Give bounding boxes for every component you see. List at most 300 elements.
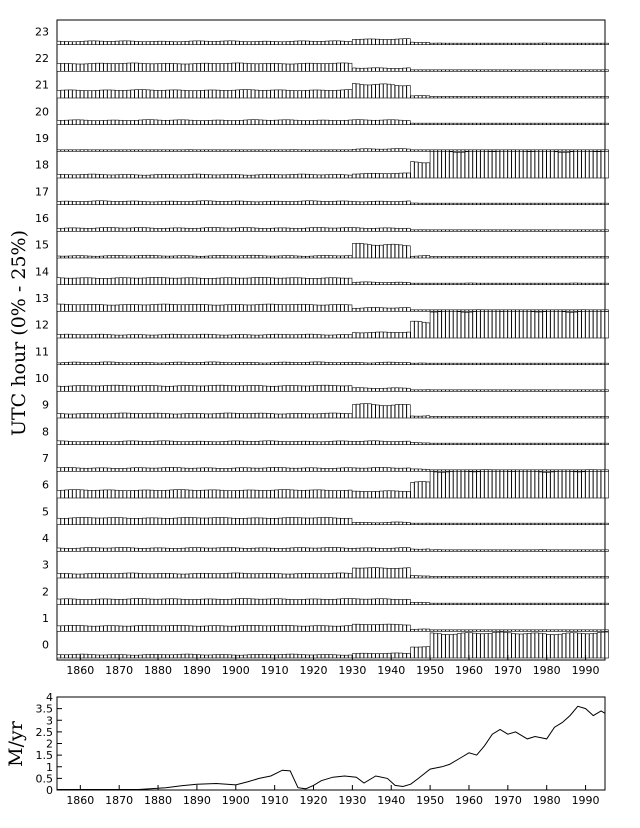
- bar-hour-14-1956: [453, 283, 456, 285]
- bar-hour-3-1895: [216, 574, 219, 578]
- bar-hour-21-1865: [100, 90, 103, 98]
- bar-hour-22-1950: [430, 70, 433, 72]
- bar-hour-22-1961: [473, 70, 476, 72]
- bar-hour-8-1925: [333, 441, 336, 445]
- bar-hour-14-1859: [76, 278, 79, 285]
- bar-hour-5-1946: [415, 523, 418, 525]
- bar-hour-18-1973: [520, 151, 523, 178]
- bar-hour-5-1878: [150, 518, 153, 525]
- bar-hour-17-1973: [520, 203, 523, 205]
- bar-hour-16-1951: [434, 230, 437, 232]
- bar-hour-20-1874: [135, 120, 138, 124]
- bar-hour-1-1967: [496, 630, 499, 632]
- bar-hour-1-1970: [508, 630, 511, 632]
- bar-hour-0-1889: [193, 654, 196, 658]
- bar-hour-4-1951: [434, 550, 437, 552]
- bar-hour-1-1878: [150, 625, 153, 631]
- bar-hour-4-1870: [119, 548, 122, 552]
- bar-hour-15-1885: [177, 256, 180, 258]
- bar-hour-21-1961: [473, 97, 476, 99]
- bar-hour-6-1928: [345, 490, 348, 498]
- bar-hour-22-1980: [547, 70, 550, 72]
- bar-hour-2-1884: [174, 599, 177, 605]
- bar-hour-1-1911: [279, 625, 282, 631]
- bar-hour-5-1971: [512, 523, 515, 525]
- bar-hour-10-1964: [485, 390, 488, 392]
- bar-hour-10-1966: [492, 390, 495, 392]
- bar-hour-2-1990: [586, 603, 589, 605]
- bar-hour-9-1857: [69, 414, 72, 418]
- bar-hour-3-1945: [411, 576, 414, 578]
- bar-hour-23-1965: [488, 43, 491, 45]
- bar-hour-13-1897: [224, 305, 227, 312]
- bar-hour-17-1913: [286, 202, 289, 205]
- bar-hour-11-1904: [251, 362, 254, 364]
- bar-hour-19-1960: [469, 150, 472, 152]
- bar-hour-0-1902: [244, 655, 247, 658]
- bar-hour-0-1973: [520, 634, 523, 658]
- bar-hour-8-1971: [512, 443, 515, 445]
- bar-hour-4-1900: [236, 548, 239, 551]
- bar-hour-21-1863: [92, 91, 95, 98]
- bar-hour-2-1979: [543, 603, 546, 605]
- bar-hour-11-1976: [531, 363, 534, 365]
- rate-y-tick-label: 4: [46, 691, 53, 704]
- bar-hour-22-1870: [119, 64, 122, 72]
- bar-hour-1-1955: [450, 630, 453, 632]
- bar-hour-14-1901: [240, 278, 243, 285]
- bar-hour-21-1959: [465, 97, 468, 99]
- bar-hour-20-1926: [337, 121, 340, 125]
- bar-hour-5-1994: [601, 523, 604, 525]
- bar-hour-8-1960: [469, 443, 472, 445]
- bar-hour-8-1921: [317, 442, 320, 445]
- bar-hour-8-1875: [139, 441, 142, 444]
- bar-hour-3-1864: [96, 573, 99, 578]
- bar-hour-20-1992: [593, 123, 596, 125]
- bar-hour-17-1961: [473, 203, 476, 205]
- bar-hour-0-1892: [205, 655, 208, 658]
- bar-hour-14-1924: [329, 278, 332, 285]
- bar-hour-23-1939: [387, 40, 390, 45]
- bar-hour-6-1886: [181, 490, 184, 498]
- bar-hour-3-1970: [508, 577, 511, 579]
- bar-hour-12-1860: [80, 335, 83, 338]
- bar-hour-11-1910: [275, 362, 278, 364]
- bar-hour-14-1897: [224, 278, 227, 285]
- bar-hour-12-1855: [61, 334, 64, 338]
- bar-hour-18-1952: [438, 151, 441, 178]
- bar-hour-3-1913: [286, 574, 289, 578]
- bar-hour-21-1972: [516, 97, 519, 99]
- bar-hour-8-1894: [212, 442, 215, 445]
- bar-hour-4-1892: [205, 548, 208, 551]
- bar-hour-1-1920: [314, 626, 317, 632]
- bar-hour-10-1955: [450, 390, 453, 392]
- bar-hour-14-1971: [512, 283, 515, 285]
- bar-hour-2-1871: [123, 599, 126, 604]
- bar-hour-23-1977: [535, 43, 538, 45]
- bar-hour-4-1901: [240, 548, 243, 551]
- bar-hour-7-1920: [314, 468, 317, 471]
- bar-hour-8-1922: [321, 442, 324, 445]
- bar-hour-3-1896: [220, 574, 223, 578]
- bar-hour-6-1948: [422, 482, 425, 498]
- bar-hour-10-1906: [259, 386, 262, 392]
- bar-hour-22-1903: [247, 64, 250, 72]
- bar-hour-2-1992: [593, 603, 596, 605]
- bar-hour-11-1869: [115, 362, 118, 364]
- bar-hour-3-1888: [189, 574, 192, 578]
- bar-hour-23-1956: [453, 43, 456, 45]
- bar-hour-21-1947: [418, 96, 421, 98]
- bar-hour-22-1989: [582, 70, 585, 72]
- bar-hour-5-1927: [341, 518, 344, 524]
- bar-hour-20-1971: [512, 123, 515, 125]
- bar-hour-1-1964: [485, 630, 488, 632]
- bar-hour-8-1902: [244, 441, 247, 444]
- bar-hour-18-1989: [582, 151, 585, 178]
- bar-hour-22-1993: [597, 70, 600, 72]
- bar-hour-23-1877: [146, 42, 149, 45]
- bar-hour-19-1929: [348, 150, 351, 152]
- bar-hour-19-1875: [139, 150, 142, 152]
- bar-hour-16-1908: [267, 228, 270, 231]
- bar-hour-4-1956: [453, 550, 456, 552]
- bar-hour-10-1903: [247, 386, 250, 392]
- bar-hour-4-1868: [111, 548, 114, 551]
- bar-hour-12-1918: [306, 334, 309, 338]
- bar-hour-0-1895: [216, 655, 219, 658]
- bar-hour-11-1907: [263, 363, 266, 365]
- bar-hour-6-1887: [185, 490, 188, 498]
- bar-hour-4-1947: [418, 549, 421, 551]
- bar-hour-18-1854: [57, 174, 60, 178]
- bar-hour-10-1981: [551, 390, 554, 392]
- bar-hour-7-1968: [500, 470, 503, 472]
- bar-hour-6-1921: [317, 490, 320, 498]
- bar-hour-17-1896: [220, 201, 223, 204]
- bar-hour-9-1992: [593, 417, 596, 419]
- bar-hour-9-1957: [457, 417, 460, 419]
- bar-hour-6-1962: [477, 472, 480, 498]
- bar-hour-2-1928: [345, 599, 348, 605]
- bar-hour-10-1912: [282, 386, 285, 392]
- bar-hour-15-1882: [166, 256, 169, 258]
- bar-hour-19-1946: [415, 150, 418, 152]
- bar-hour-5-1922: [321, 518, 324, 525]
- bar-hour-22-1937: [380, 68, 383, 71]
- bar-hour-0-1971: [512, 633, 515, 658]
- bar-hour-11-1886: [181, 362, 184, 365]
- bar-hour-2-1891: [201, 599, 204, 605]
- bar-hour-19-1923: [325, 150, 328, 152]
- bar-hour-13-1884: [174, 305, 177, 312]
- bar-hour-8-1929: [348, 441, 351, 444]
- bar-hour-4-1882: [166, 548, 169, 551]
- bar-hour-8-1972: [516, 443, 519, 445]
- bar-hour-5-1916: [298, 518, 301, 525]
- bar-hour-9-1901: [240, 414, 243, 418]
- bar-hour-7-1961: [473, 470, 476, 472]
- bar-hour-16-1983: [558, 230, 561, 232]
- bar-hour-14-1900: [236, 278, 239, 285]
- bar-hour-8-1986: [570, 443, 573, 445]
- bar-hour-7-1985: [566, 470, 569, 472]
- bar-hour-19-1993: [597, 150, 600, 152]
- bar-hour-18-1968: [500, 151, 503, 178]
- bar-hour-8-1993: [597, 443, 600, 445]
- bar-hour-23-1949: [426, 42, 429, 44]
- bar-hour-3-1903: [247, 574, 250, 578]
- bar-hour-18-1953: [442, 151, 445, 178]
- bar-hour-8-1888: [189, 441, 192, 444]
- bar-hour-13-1914: [290, 305, 293, 312]
- bar-hour-12-1854: [57, 335, 60, 338]
- bar-hour-20-1868: [111, 120, 114, 125]
- bar-hour-12-1870: [119, 335, 122, 338]
- bar-hour-13-1902: [244, 305, 247, 311]
- bar-hour-15-1912: [282, 256, 285, 258]
- bar-hour-5-1884: [174, 518, 177, 525]
- bar-hour-6-1855: [61, 490, 64, 498]
- bar-hour-23-1875: [139, 42, 142, 45]
- bar-hour-19-1961: [473, 150, 476, 152]
- bar-hour-21-1916: [298, 91, 301, 98]
- bar-hour-4-1925: [333, 547, 336, 551]
- bar-hour-16-1973: [520, 230, 523, 232]
- bar-hour-15-1921: [317, 256, 320, 258]
- bar-hour-15-1873: [131, 256, 134, 258]
- rate-x-tick-label: 1900: [221, 794, 250, 807]
- bar-hour-12-1868: [111, 335, 114, 338]
- bar-hour-6-1893: [209, 490, 212, 498]
- bar-hour-16-1869: [115, 228, 118, 232]
- bar-hour-16-1954: [446, 230, 449, 232]
- bar-hour-7-1984: [562, 470, 565, 472]
- bar-hour-22-1988: [578, 70, 581, 72]
- bar-hour-20-1860: [80, 120, 83, 125]
- bar-hour-1-1867: [108, 626, 111, 632]
- bar-hour-18-1899: [232, 174, 235, 178]
- bar-hour-5-1966: [492, 523, 495, 525]
- bar-hour-8-1908: [267, 441, 270, 445]
- bar-hour-21-1904: [251, 90, 254, 98]
- bar-hour-23-1908: [267, 41, 270, 44]
- bar-hour-23-1936: [376, 39, 379, 44]
- bar-hour-13-1877: [146, 305, 149, 311]
- bar-hour-13-1872: [127, 304, 130, 311]
- bar-hour-9-1862: [88, 413, 91, 418]
- bar-hour-21-1878: [150, 90, 153, 98]
- bar-hour-7-1857: [69, 467, 72, 471]
- bar-hour-15-1902: [244, 256, 247, 258]
- bar-hour-3-1862: [88, 574, 91, 578]
- bar-hour-11-1896: [220, 362, 223, 364]
- bar-hour-16-1940: [391, 228, 394, 231]
- bar-hour-9-1871: [123, 413, 126, 418]
- bar-hour-18-1986: [570, 152, 573, 178]
- bar-hour-0-1984: [562, 634, 565, 658]
- bar-hour-13-1866: [104, 305, 107, 311]
- bar-hour-12-1995: [605, 311, 608, 338]
- bar-hour-7-1873: [131, 468, 134, 471]
- bar-hour-10-1946: [415, 390, 418, 392]
- bar-hour-18-1988: [578, 151, 581, 178]
- bar-hour-11-1863: [92, 363, 95, 365]
- bar-hour-1-1942: [399, 625, 402, 632]
- bar-hour-20-1995: [605, 123, 608, 125]
- bar-hour-14-1855: [61, 278, 64, 285]
- bar-hour-1-1935: [372, 625, 375, 632]
- bar-hour-9-1870: [119, 413, 122, 418]
- bar-hour-3-1912: [282, 574, 285, 578]
- bar-hour-7-1958: [461, 470, 464, 472]
- bar-hour-8-1890: [197, 441, 200, 444]
- bar-hour-9-1958: [461, 417, 464, 419]
- bar-hour-6-1878: [150, 490, 153, 498]
- bar-hour-10-1859: [76, 386, 79, 392]
- bar-hour-18-1923: [325, 175, 328, 178]
- bar-hour-3-1929: [348, 573, 351, 578]
- bar-hour-19-1870: [119, 150, 122, 152]
- bar-hour-8-1973: [520, 443, 523, 445]
- bar-hour-12-1943: [403, 332, 406, 338]
- bar-hour-8-1859: [76, 442, 79, 445]
- bar-hour-5-1935: [372, 523, 375, 525]
- rate-y-tick-label: 1: [46, 760, 53, 774]
- bar-hour-7-1980: [547, 470, 550, 472]
- bar-hour-18-1964: [485, 151, 488, 178]
- bar-hour-2-1918: [306, 599, 309, 605]
- bar-hour-10-1994: [601, 390, 604, 392]
- bar-hour-2-1919: [310, 599, 313, 605]
- bar-hour-2-1944: [407, 599, 410, 604]
- bar-hour-1-1897: [224, 626, 227, 631]
- bar-hour-22-1983: [558, 70, 561, 72]
- bar-hour-3-1936: [376, 568, 379, 578]
- bar-hour-10-1883: [170, 386, 173, 391]
- bar-hour-20-1883: [170, 120, 173, 124]
- bar-hour-11-1992: [593, 363, 596, 365]
- bar-hour-0-1987: [574, 633, 577, 658]
- bar-hour-13-1903: [247, 305, 250, 311]
- bar-hour-10-1871: [123, 386, 126, 392]
- bar-hour-13-1929: [348, 305, 351, 311]
- bar-hour-22-1892: [205, 63, 208, 71]
- bar-hour-21-1875: [139, 90, 142, 98]
- bar-hour-8-1871: [123, 441, 126, 445]
- bar-hour-20-1952: [438, 123, 441, 125]
- bar-hour-10-1898: [228, 386, 231, 392]
- bar-hour-12-1940: [391, 332, 394, 338]
- hour-row-5: [57, 517, 608, 524]
- bar-hour-15-1886: [181, 256, 184, 258]
- bar-hour-23-1914: [290, 41, 293, 44]
- bar-hour-19-1972: [516, 150, 519, 152]
- bar-hour-14-1893: [209, 278, 212, 284]
- bar-hour-9-1899: [232, 413, 235, 418]
- bar-hour-12-1891: [201, 334, 204, 338]
- bar-hour-12-1941: [395, 333, 398, 338]
- bar-hour-22-1922: [321, 64, 324, 72]
- bar-hour-10-1993: [597, 390, 600, 392]
- bar-hour-16-1935: [372, 228, 375, 231]
- bar-hour-22-1958: [461, 70, 464, 72]
- bar-hour-13-1952: [438, 310, 441, 312]
- bar-hour-18-1859: [76, 175, 79, 178]
- bar-hour-15-1898: [228, 256, 231, 258]
- bar-hour-0-1872: [127, 655, 130, 658]
- bar-hour-8-1876: [143, 441, 146, 444]
- bar-hour-20-1903: [247, 120, 250, 125]
- bar-hour-17-1858: [73, 201, 76, 204]
- bar-hour-8-1974: [523, 443, 526, 445]
- bar-hour-1-1909: [271, 626, 274, 632]
- bar-hour-5-1915: [294, 518, 297, 525]
- bar-hour-9-1904: [251, 413, 254, 418]
- bar-hour-5-1940: [391, 522, 394, 525]
- bar-hour-19-1978: [539, 150, 542, 152]
- bar-hour-19-1859: [76, 150, 79, 152]
- bar-hour-1-1978: [539, 630, 542, 632]
- bar-hour-15-1955: [450, 257, 453, 259]
- bar-hour-4-1958: [461, 550, 464, 552]
- bar-hour-4-1908: [267, 548, 270, 551]
- bar-hour-5-1921: [317, 518, 320, 525]
- bar-hour-17-1867: [108, 201, 111, 205]
- bar-hour-8-1953: [442, 443, 445, 445]
- hour-label-5: 5: [42, 505, 49, 519]
- bar-hour-20-1916: [298, 120, 301, 124]
- bar-hour-12-1895: [216, 335, 219, 338]
- bar-hour-19-1919: [310, 150, 313, 152]
- bar-hour-11-1921: [317, 362, 320, 365]
- bar-hour-14-1950: [430, 283, 433, 285]
- bar-hour-17-1937: [380, 201, 383, 205]
- bar-hour-17-1936: [376, 201, 379, 204]
- bar-hour-1-1857: [69, 625, 72, 631]
- bar-hour-16-1889: [193, 228, 196, 231]
- bar-hour-12-1928: [345, 335, 348, 338]
- bar-hour-21-1914: [290, 91, 293, 98]
- bar-hour-12-1936: [376, 332, 379, 338]
- bar-hour-0-1898: [228, 655, 231, 658]
- bar-hour-16-1959: [465, 230, 468, 232]
- bar-hour-15-1915: [294, 256, 297, 258]
- bar-hour-15-1944: [407, 246, 410, 258]
- bar-hour-4-1871: [123, 547, 126, 551]
- bar-hour-0-1988: [578, 633, 581, 658]
- bar-hour-4-1960: [469, 550, 472, 552]
- bar-hour-0-1931: [356, 653, 359, 658]
- bar-hour-22-1920: [314, 63, 317, 71]
- bar-hour-1-1899: [232, 626, 235, 631]
- bar-hour-1-1910: [275, 626, 278, 632]
- bar-hour-2-1950: [430, 603, 433, 605]
- bar-hour-18-1910: [275, 175, 278, 178]
- bar-hour-20-1949: [426, 123, 429, 125]
- bar-hour-3-1922: [321, 574, 324, 578]
- bar-hour-12-1924: [329, 335, 332, 338]
- bar-hour-16-1860: [80, 228, 83, 231]
- bar-hour-21-1978: [539, 97, 542, 99]
- bar-hour-16-1880: [158, 228, 161, 231]
- bar-hour-2-1909: [271, 599, 274, 605]
- bar-hour-5-1972: [516, 523, 519, 525]
- bar-hour-19-1924: [329, 150, 332, 152]
- bar-hour-0-1949: [426, 647, 429, 658]
